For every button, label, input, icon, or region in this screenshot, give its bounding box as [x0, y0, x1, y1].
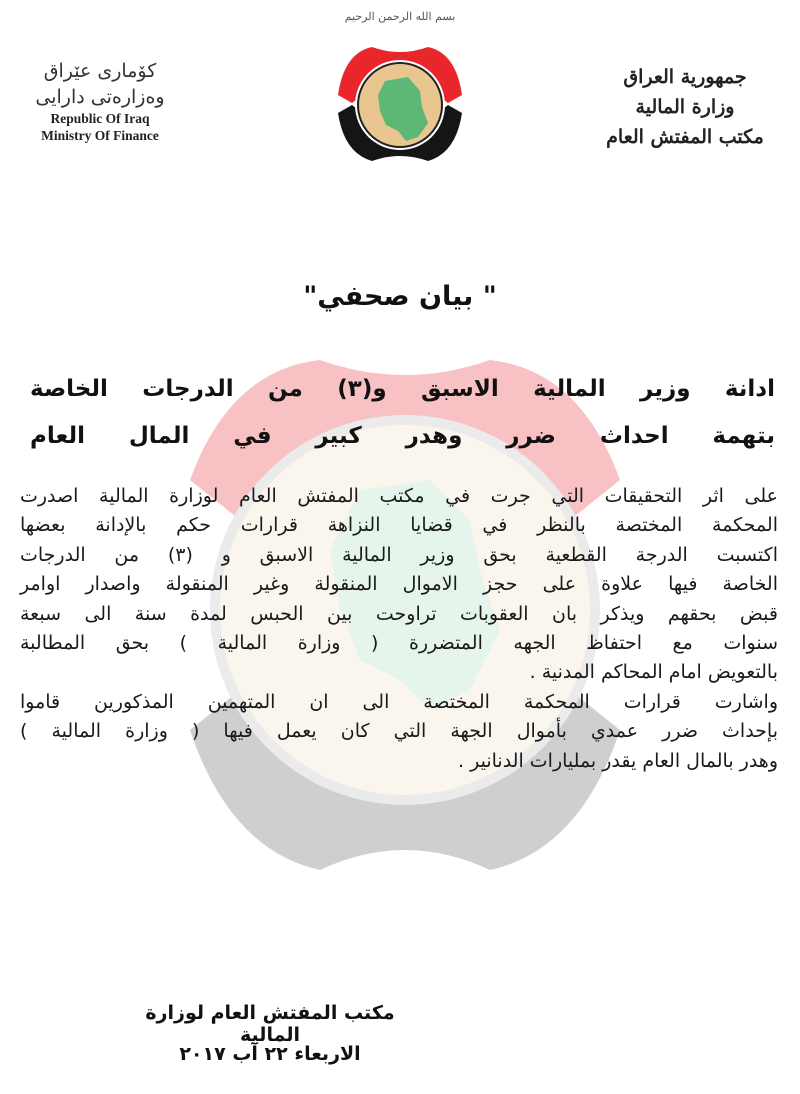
headline-line-2: بتهمة احداث ضرر وهدر كبير في المال العام [30, 423, 775, 449]
left-letterhead [20, 58, 180, 144]
signature-date: الاربعاء ٢٢ آب ٢٠١٧ [179, 1043, 361, 1065]
document-title: " بيان صحفي" [303, 281, 497, 312]
document-body [20, 482, 778, 776]
left-letterhead-english-2: Ministry Of Finance [41, 128, 159, 143]
body-line: الخاصة فيها علاوة على حجز الاموال المنقولة وغير المنقولة واصدار اوامر [20, 573, 778, 596]
signature-office: مكتب المفتش العام لوزارة المالية [145, 1002, 395, 1046]
right-letterhead-line-1: جمهورية العراق [623, 66, 747, 88]
body-line: قبض بحقهم ويذكر بان العقوبات تراوحت بين الحبس لمدة سنة الى سبعة [20, 602, 778, 625]
body-line: المحكمة المختصة بالنظر في قضايا النزاهة قرارات حكم بالإدانة بعضها [20, 514, 778, 537]
right-letterhead-line-3: مكتب المفتش العام [606, 126, 764, 148]
body-line: اكتسبت الدرجة القطعية بحق وزير المالية الاسبق و (٣) من الدرجات [20, 543, 778, 566]
headline-line-1: ادانة وزير المالية الاسبق و(٣) من الدرجات الخاصة [30, 376, 775, 402]
basmala: بسم الله الرحمن الرحيم [344, 10, 456, 23]
body-line: بالتعويض امام المحاكم المدنية . [529, 661, 778, 684]
left-letterhead-arabic-1: كۆماری عێراق [43, 60, 157, 82]
body-line: سنوات مع احتفاظ الجهه المتضررة ( وزارة المالية ) بحق المطالبة [20, 632, 778, 655]
left-letterhead-arabic-2: وەزارەتی دارایی [35, 86, 165, 108]
body-line: بإحداث ضرر عمدي بأموال الجهة التي كان يعمل فيها ( وزارة المالية ) [20, 720, 778, 743]
ministry-emblem-logo [330, 33, 470, 168]
right-letterhead-line-2: وزارة المالية [635, 96, 735, 118]
right-letterhead [590, 62, 780, 152]
body-line: على اثر التحقيقات التي جرت في مكتب المفتش العام لوزارة المالية اصدرت [20, 485, 778, 507]
body-line: وهدر بالمال العام يقدر بمليارات الدنانير . [458, 749, 778, 772]
body-line: واشارت قرارات المحكمة المختصة الى ان المتهمين المذكورين قاموا [20, 690, 778, 713]
left-letterhead-english-1: Republic Of Iraq [50, 111, 150, 126]
